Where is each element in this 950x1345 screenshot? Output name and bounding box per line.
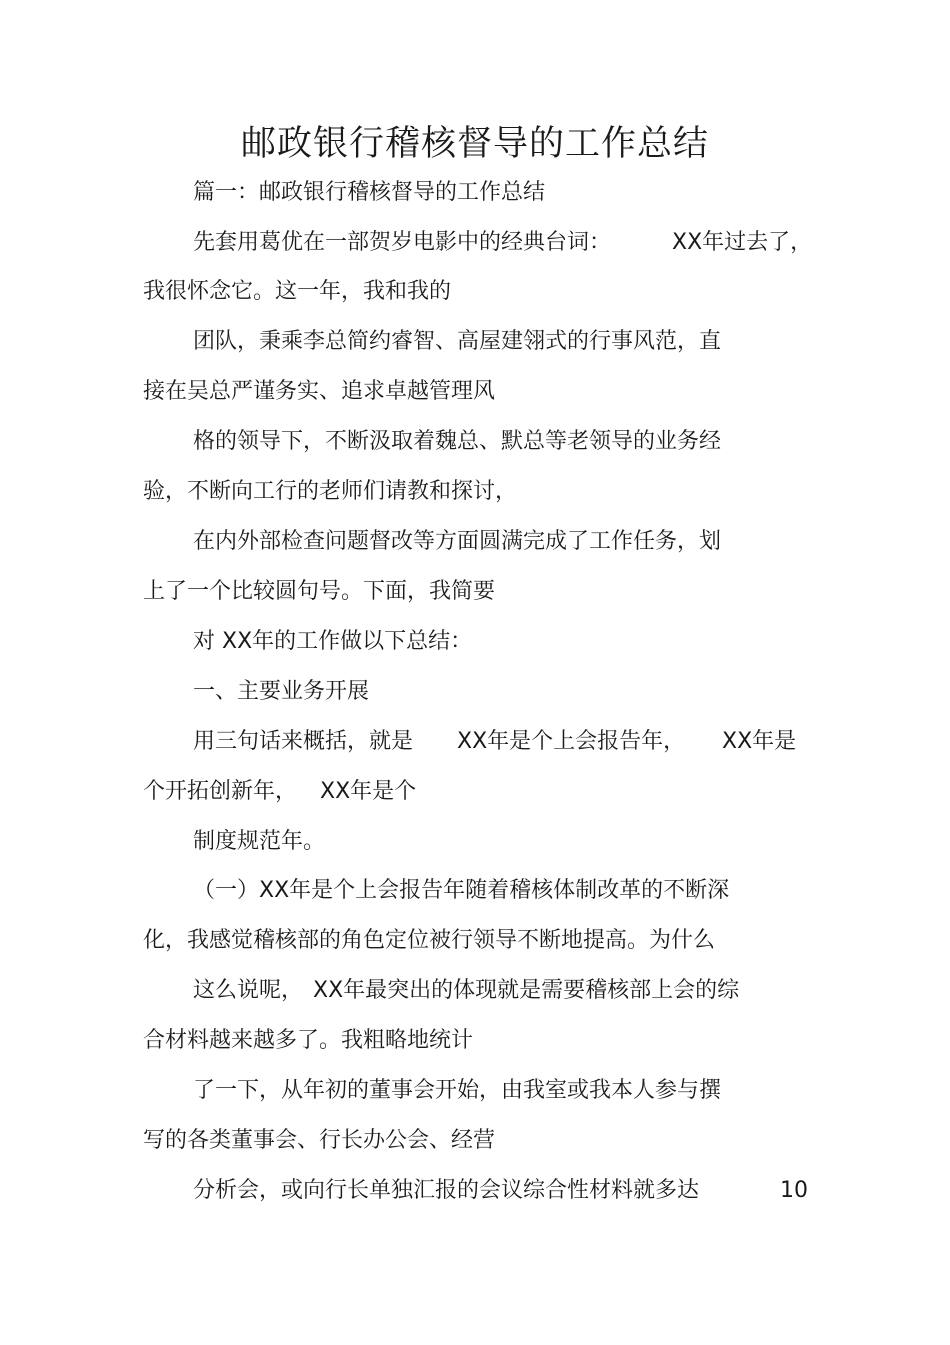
- paragraph-line: 接在吴总严谨务实、追求卓越管理风: [143, 379, 496, 404]
- paragraph-line: 制度规范年。: [193, 829, 326, 854]
- paragraph-line: 分析会，或向行长单独汇报的会议综合性材料就多达: [193, 1178, 700, 1203]
- paragraph-line: 格的领导下，不断汲取着魏总、默总等老领导的业务经: [193, 429, 722, 454]
- paragraph-line: 个开拓创新年，: [143, 779, 298, 804]
- paragraph-line: 先套用葛优在一部贺岁电影中的经典台词：: [193, 230, 612, 255]
- section-heading: 一、主要业务开展: [193, 679, 370, 704]
- paragraph-fragment: 10: [780, 1178, 808, 1203]
- paragraph-line: 团队，秉乘李总简约睿智、高屋建翎式的行事风范，直: [193, 329, 722, 354]
- document-title: 邮政银行稽核督导的工作总结: [240, 124, 709, 164]
- paragraph-line: 了一下，从年初的董事会开始，由我室或我本人参与撰: [193, 1078, 722, 1103]
- paragraph-line: 化，我感觉稽核部的角色定位被行领导不断地提高。为什么: [143, 928, 716, 953]
- document-subtitle: 篇一：邮政银行稽核督导的工作总结: [193, 180, 546, 205]
- paragraph-line: 在内外部检查问题督改等方面圆满完成了工作任务，划: [193, 529, 722, 554]
- paragraph-line: 验，不断向工行的老师们请教和探讨，: [143, 479, 518, 504]
- paragraph-line: 这么说呢，: [193, 978, 304, 1003]
- paragraph-fragment: XX年是个上会报告年，: [457, 729, 686, 754]
- paragraph-fragment: XX年是: [722, 729, 797, 754]
- paragraph-line: 用三句话来概括，就是: [193, 729, 414, 754]
- paragraph-line: （一）XX年是个上会报告年随着稽核体制改革的不断深: [193, 878, 730, 903]
- paragraph-line: 我很怀念它。这一年，我和我的: [143, 279, 452, 304]
- paragraph-line: 上了一个比较圆句号。下面，我简要: [143, 579, 496, 604]
- paragraph-fragment: XX年是个: [320, 779, 417, 804]
- paragraph-fragment: XX年过去了，: [672, 230, 813, 255]
- paragraph-line: 对 XX年的工作做以下总结：: [193, 629, 473, 654]
- paragraph-line: 写的各类董事会、行长办公会、经营: [143, 1128, 496, 1153]
- paragraph-line: 合材料越来越多了。我粗略地统计: [143, 1028, 474, 1053]
- paragraph-fragment: XX年最突出的体现就是需要稽核部上会的综: [313, 978, 740, 1003]
